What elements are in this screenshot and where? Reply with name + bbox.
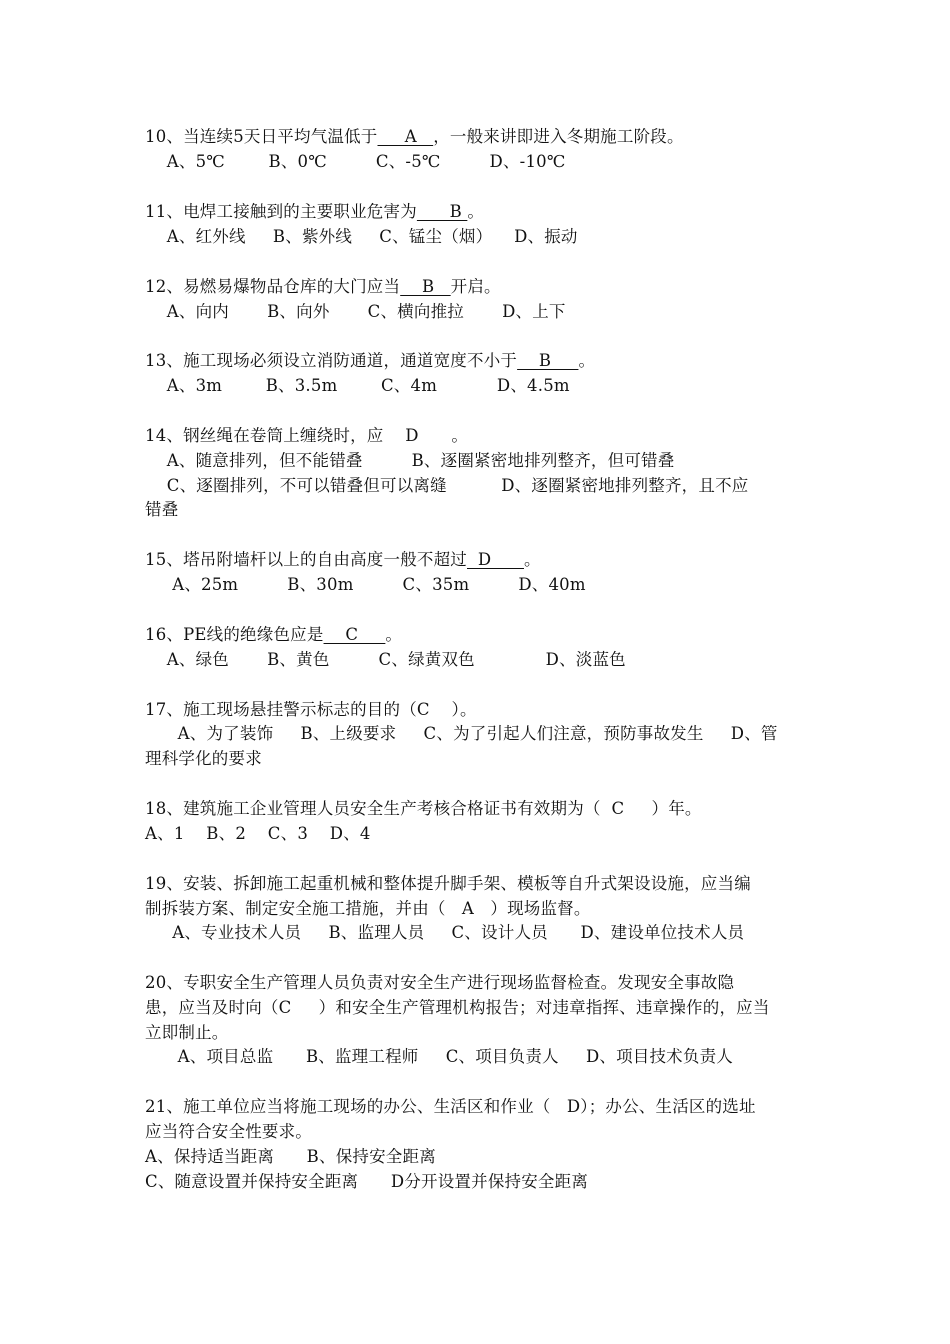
question-text: ，一般来讲即进入冬期施工阶段。 [433,127,684,146]
question-15-options: A、25m B、30m C、35m D、40m [145,575,586,594]
question-21-line-1: 21、施工单位应当将施工现场的办公、生活区和作业（ D）；办公、生活区的选址 [145,1097,756,1116]
question-text: 11、电焊工接触到的主要职业危害为 [145,202,417,221]
question-20-line-3: 立即制止。 [145,1023,229,1042]
question-text: 12、易燃易爆物品仓库的大门应当 [145,277,401,296]
question-12-options: A、向内 B、向外 C、横向推拉 D、上下 [145,302,566,321]
answer-blank: B [517,351,579,370]
question-text: 13、施工现场必须设立消防通道，通道宽度不小于 [145,351,518,370]
question-19-line-1: 19、安装、拆卸施工起重机械和整体提升脚手架、模板等自升式架设设施，应当编 [145,874,751,893]
question-14-options-line-3: 错叠 [145,500,179,519]
question-text: 。 [578,351,596,370]
question-text: 开启。 [450,277,501,296]
question-16-options: A、绿色 B、黄色 C、绿黄双色 D、淡蓝色 [145,650,626,669]
question-19-options: A、专业技术人员 B、监理人员 C、设计人员 D、建设单位技术人员 [145,923,745,942]
question-text: 。 [467,202,485,221]
question-19-line-2: 制拆装方案、制定安全施工措施，并由（ A ）现场监督。 [145,899,591,918]
answer-blank: C [323,625,386,644]
question-21-options-line-2: C、随意设置并保持安全距离 D分开设置并保持安全距离 [145,1172,589,1191]
question-21-line-2: 应当符合安全性要求。 [145,1122,312,1141]
question-20-line-2: 患，应当及时向（C ）和安全生产管理机构报告；对违章指挥、违章操作的，应当 [145,998,770,1017]
question-10-stem [145,126,684,148]
question-text: 16、PE线的绝缘色应是 [145,625,324,644]
question-text: 。 [385,625,403,644]
question-20-options: A、项目总监 B、监理工程师 C、项目负责人 D、项目技术负责人 [145,1047,733,1066]
question-17-options-line-2: 理科学化的要求 [145,749,262,768]
answer-blank: A [377,127,434,146]
question-17-options-line-1: A、为了装饰 B、上级要求 C、为了引起人们注意，预防事故发生 D、管 [145,724,778,743]
question-21-options-line-1: A、保持适当距离 B、保持安全距离 [145,1147,436,1166]
question-13-options: A、3m B、3.5m C、4m D、4.5m [145,376,570,395]
answer-blank: B [416,202,468,221]
question-11-options: A、红外线 B、紫外线 C、锰尘（烟） D、振动 [145,227,578,246]
question-16-stem [145,624,402,646]
question-12-stem [145,276,501,298]
question-14-stem: 14、钢丝绳在卷筒上缠绕时，应 D 。 [145,426,469,445]
question-18-stem: 18、建筑施工企业管理人员安全生产考核合格证书有效期为（ C ）年。 [145,799,702,818]
question-20-line-1: 20、专职安全生产管理人员负责对安全生产进行现场监督检查。发现安全事故隐 [145,973,735,992]
question-14-options-line-2: C、逐圈排列，不可以错叠但可以离缝 D、逐圈紧密地排列整齐，且不应 [145,476,749,495]
question-15-stem [145,549,541,571]
question-text: 10、当连续5天日平均气温低于 [145,127,378,146]
question-11-stem [145,201,484,223]
question-text: 。 [524,550,541,569]
question-18-options: A、1 B、2 C、3 D、4 [145,824,371,843]
question-10-options: A、5℃ B、0℃ C、-5℃ D、-10℃ [145,152,566,171]
question-13-stem [145,350,595,372]
answer-blank: D [467,550,524,569]
question-17-stem: 17、施工现场悬挂警示标志的目的（C ）。 [145,700,477,719]
answer-blank: B [400,277,451,296]
question-text: 15、塔吊附墙杆以上的自由高度一般不超过 [145,550,467,569]
question-14-options-line-1: A、随意排列，但不能错叠 B、逐圈紧密地排列整齐，但可错叠 [145,451,675,470]
